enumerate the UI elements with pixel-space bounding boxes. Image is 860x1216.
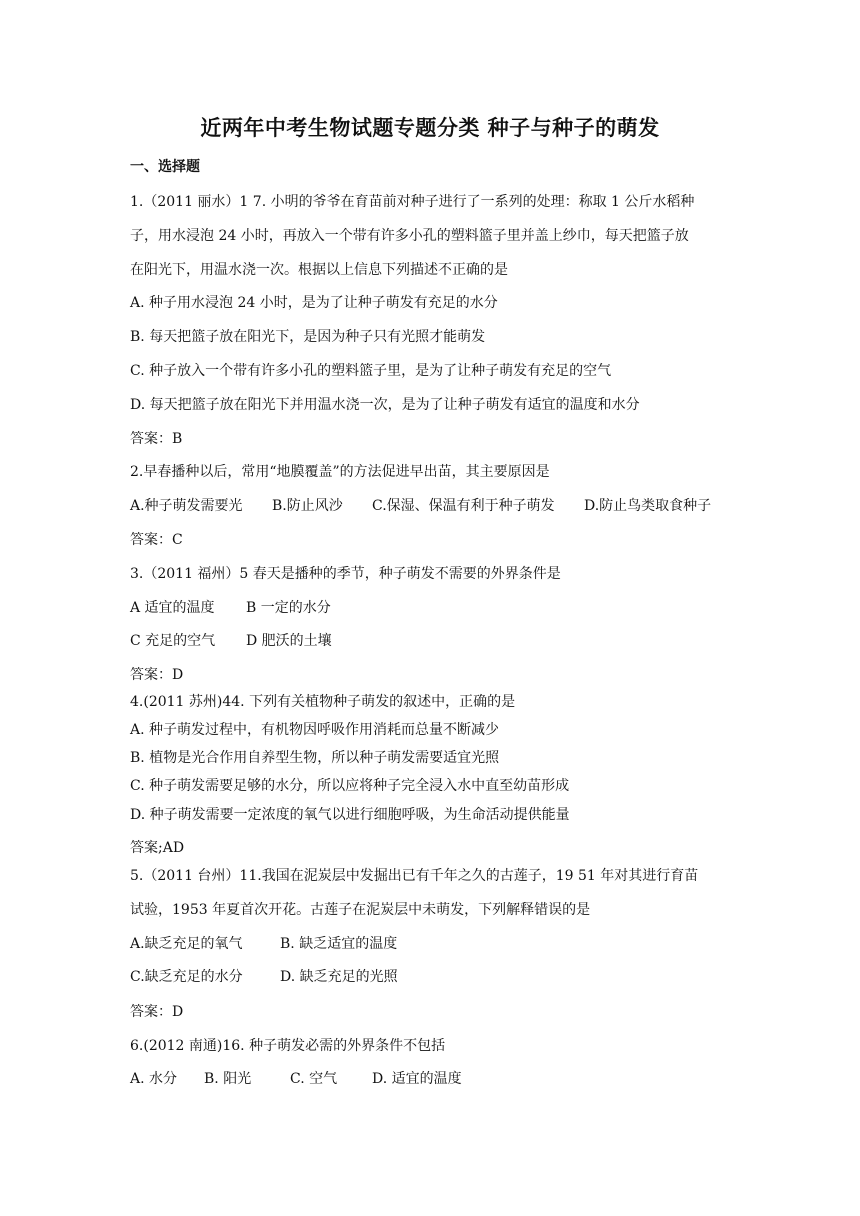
q2-options [130, 496, 711, 516]
q3-option-d: D 肥沃的土壤 [246, 633, 332, 649]
q2-answer: 答案：C [130, 532, 183, 548]
q6-text: 6.(2012 南通)16. 种子萌发必需的外界条件不包括 [130, 1038, 446, 1054]
q1-answer: 答案：B [130, 431, 183, 447]
q5-text-line-1: 5.（2011 台州）11.我国在泥炭层中发掘出已有千年之久的古莲子，19 51 年对其进行育苗 [130, 868, 699, 884]
q3-option-b: B 一定的水分 [246, 600, 331, 616]
q4-option-c: C. 种子萌发需要足够的水分，所以应将种子完全浸入水中直至幼苗形成 [130, 778, 570, 794]
q6-option-d: D. 适宜的温度 [372, 1071, 462, 1087]
q3-text: 3.（2011 福州）5 春天是播种的季节，种子萌发不需要的外界条件是 [130, 566, 561, 582]
q4-text: 4.(2011 苏州)44. 下列有关植物种子萌发的叙述中，正确的是 [130, 694, 516, 710]
q6-option-a: A. 水分 [130, 1071, 178, 1087]
section-heading: 一、选择题 [130, 159, 200, 175]
q2-text: 2.早春播种以后，常用“地膜覆盖”的方法促进早出苗，其主要原因是 [130, 464, 550, 480]
q1-option-c: C. 种子放入一个带有许多小孔的塑料篮子里，是为了让种子萌发有充足的空气 [130, 363, 612, 379]
q2-option-c: C.保湿、保温有利于种子萌发 [372, 498, 555, 514]
q4-option-a: A. 种子萌发过程中，有机物因呼吸作用消耗而总量不断减少 [130, 722, 500, 738]
q3-answer: 答案：D [130, 667, 184, 683]
q1-text-line-2: 子，用水浸泡 24 小时，再放入一个带有许多小孔的塑料篮子里并盖上纱巾，每天把篮子放 [130, 228, 689, 244]
q3-option-c: C 充足的空气 [130, 633, 216, 649]
q2-option-d: D.防止鸟类取食种子 [584, 498, 712, 514]
q1-text-line-1: 1.（2011 丽水）1 7. 小明的爷爷在育苗前对种子进行了一系列的处理：称取 1 公斤水稻种 [130, 194, 695, 210]
page-title: 近两年中考生物试题专题分类 种子与种子的萌发 [200, 116, 660, 140]
q1-option-b: B. 每天把篮子放在阳光下，是因为种子只有光照才能萌发 [130, 329, 486, 345]
q4-option-d: D. 种子萌发需要一定浓度的氧气以进行细胞呼吸，为生命活动提供能量 [130, 807, 570, 823]
q5-option-a: A.缺乏充足的氧气 [130, 936, 243, 952]
q3-options-row-1 [130, 598, 331, 618]
q5-option-b: B. 缺乏适宜的温度 [280, 936, 398, 952]
q5-options-row-1 [130, 934, 397, 954]
q5-options-row-2 [130, 967, 398, 987]
q2-option-b: B.防止风沙 [272, 498, 343, 514]
q5-option-d: D. 缺乏充足的光照 [280, 969, 398, 985]
q6-option-b: B. 阳光 [204, 1071, 252, 1087]
q3-options-row-2 [130, 631, 332, 651]
q4-answer: 答案;AD [130, 840, 185, 856]
q6-option-c: C. 空气 [290, 1071, 338, 1087]
q1-option-a: A. 种子用水浸泡 24 小时，是为了让种子萌发有充足的水分 [130, 295, 498, 311]
q5-text-line-2: 试验，1953 年夏首次开花。古莲子在泥炭层中未萌发，下列解释错误的是 [130, 902, 591, 918]
q6-options [130, 1069, 462, 1089]
q2-option-a: A.种子萌发需要光 [130, 498, 243, 514]
q4-option-b: B. 植物是光合作用自养型生物，所以种子萌发需要适宜光照 [130, 750, 500, 766]
q5-answer: 答案：D [130, 1004, 184, 1020]
q1-text-line-3: 在阳光下，用温水浇一次。根据以上信息下列描述不正确的是 [130, 262, 508, 278]
q3-option-a: A 适宜的温度 [130, 600, 215, 616]
q1-option-d: D. 每天把篮子放在阳光下并用温水浇一次，是为了让种子萌发有适宜的温度和水分 [130, 397, 640, 413]
q5-option-c: C.缺乏充足的水分 [130, 969, 243, 985]
